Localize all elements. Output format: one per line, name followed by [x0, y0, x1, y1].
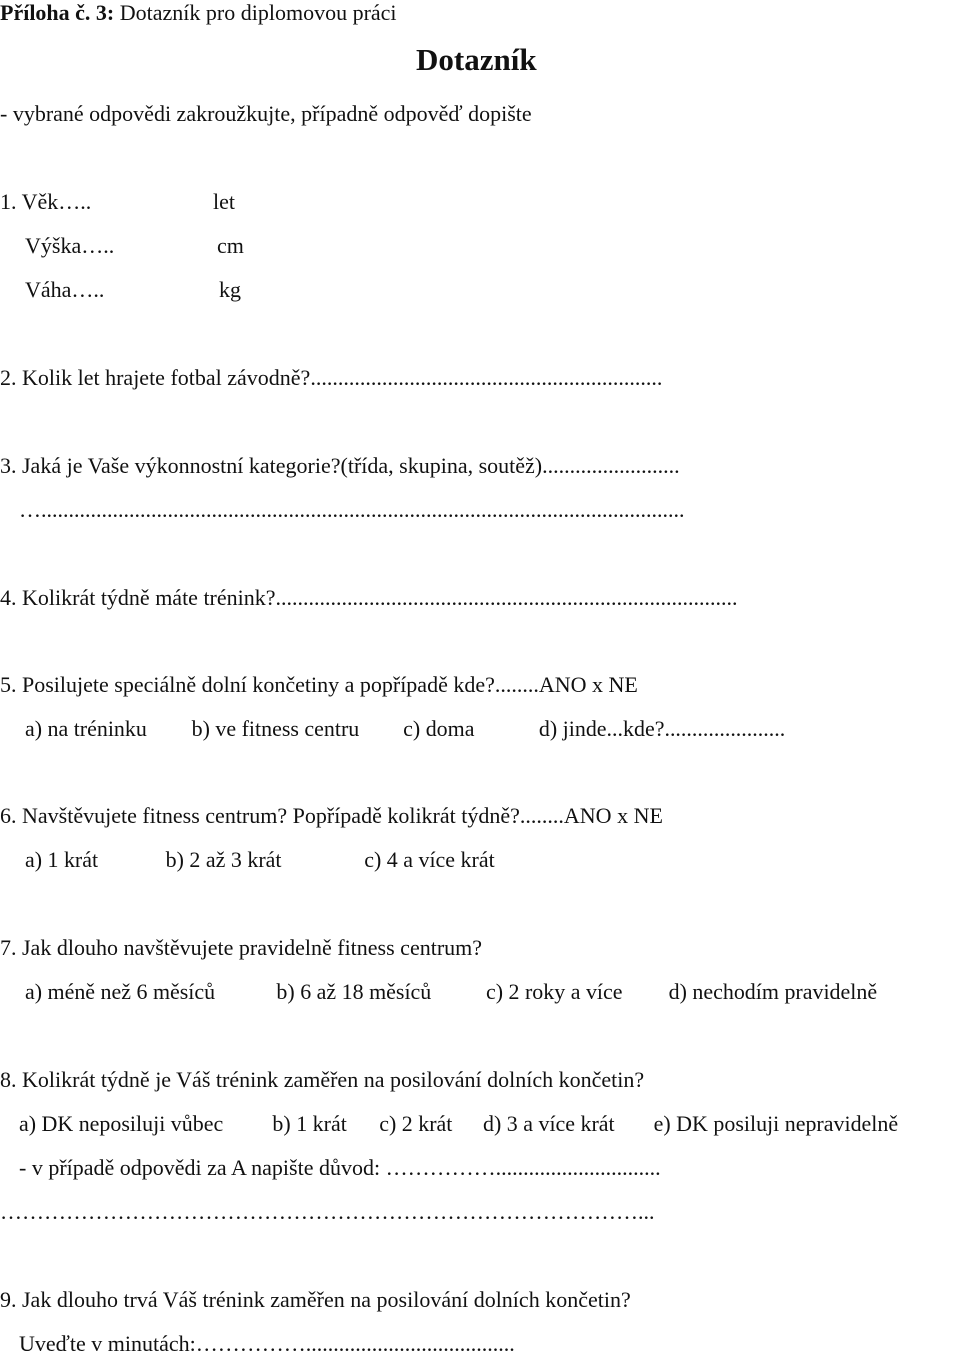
- q8-reason-field[interactable]: - v případě odpovědi za A napište důvod: ……………..............................: [19, 1155, 661, 1180]
- question-5: 5. Posilujete speciálně dolní končetiny a popřípadě kde?........ANO x NE: [0, 672, 638, 697]
- q6-options: [0, 847, 958, 873]
- q7-option-c[interactable]: c) 2 roky a více: [485, 979, 623, 1004]
- q5-option-b[interactable]: b) ve fitness centru: [191, 716, 360, 741]
- q6-option-b[interactable]: b) 2 až 3 krát: [165, 847, 282, 872]
- q8-option-d[interactable]: d) 3 a více krát: [482, 1111, 615, 1136]
- q5-options: [0, 716, 958, 742]
- q9-minutes-field[interactable]: Uveďte v minutách:……………......................................: [19, 1331, 515, 1356]
- q8-option-a[interactable]: a) DK neposiluji vůbec: [18, 1111, 224, 1136]
- appendix-header: [0, 0, 397, 26]
- appendix-label: Příloha č. 3:: [0, 0, 115, 25]
- q6-option-c[interactable]: c) 4 a více krát: [364, 847, 495, 872]
- q8-option-b[interactable]: b) 1 krát: [272, 1111, 347, 1136]
- q1-height-label: Výška…..: [25, 233, 115, 258]
- q8-options: [0, 1111, 958, 1137]
- q7-options: [0, 979, 958, 1005]
- q1-age-label: 1. Věk…..: [0, 189, 92, 214]
- q1-age-unit: let: [213, 189, 235, 214]
- instructions: - vybrané odpovědi zakroužkujte, případně odpověď dopište: [0, 101, 532, 126]
- question-8: 8. Kolikrát týdně je Váš trénink zaměřen na posilování dolních končetin?: [0, 1067, 645, 1092]
- page-title: Dotazník: [416, 42, 537, 77]
- q8-reason-continuation[interactable]: ……………………………………………………………………………...: [0, 1199, 655, 1224]
- q7-option-b[interactable]: b) 6 až 18 měsíců: [276, 979, 432, 1004]
- q5-option-a[interactable]: a) na tréninku: [24, 716, 147, 741]
- question-7: 7. Jak dlouho navštěvujete pravidelně fitness centrum?: [0, 935, 483, 960]
- question-3: 3. Jaká je Vaše výkonnostní kategorie?(třída, skupina, soutěž).........................: [0, 453, 680, 478]
- q6-option-a[interactable]: a) 1 krát: [24, 847, 99, 872]
- q8-option-e[interactable]: e) DK posiluji nepravidelně: [653, 1111, 899, 1136]
- q8-option-c[interactable]: c) 2 krát: [379, 1111, 453, 1136]
- question-4: 4. Kolikrát týdně máte trénink?....................................................................................: [0, 585, 738, 610]
- question-3-continuation: ….....................................................................................................................: [19, 497, 685, 522]
- question-9: 9. Jak dlouho trvá Váš trénink zaměřen na posilování dolních končetin?: [0, 1287, 631, 1312]
- q7-option-a[interactable]: a) méně než 6 měsíců: [24, 979, 216, 1004]
- question-6: 6. Navštěvujete fitness centrum? Popřípadě kolikrát týdně?........ANO x NE: [0, 803, 663, 828]
- q7-option-d[interactable]: d) nechodím pravidelně: [668, 979, 878, 1004]
- appendix-text: Dotazník pro diplomovou práci: [114, 0, 397, 25]
- q1-weight-unit: kg: [219, 277, 241, 302]
- question-2: 2. Kolik let hrajete fotbal závodně?................................................................: [0, 365, 663, 390]
- q5-option-c[interactable]: c) doma: [403, 716, 475, 741]
- q5-option-d[interactable]: d) jinde...kde?......................: [538, 716, 786, 741]
- q1-weight-label: Váha…..: [25, 277, 105, 302]
- q1-height-unit: cm: [217, 233, 244, 258]
